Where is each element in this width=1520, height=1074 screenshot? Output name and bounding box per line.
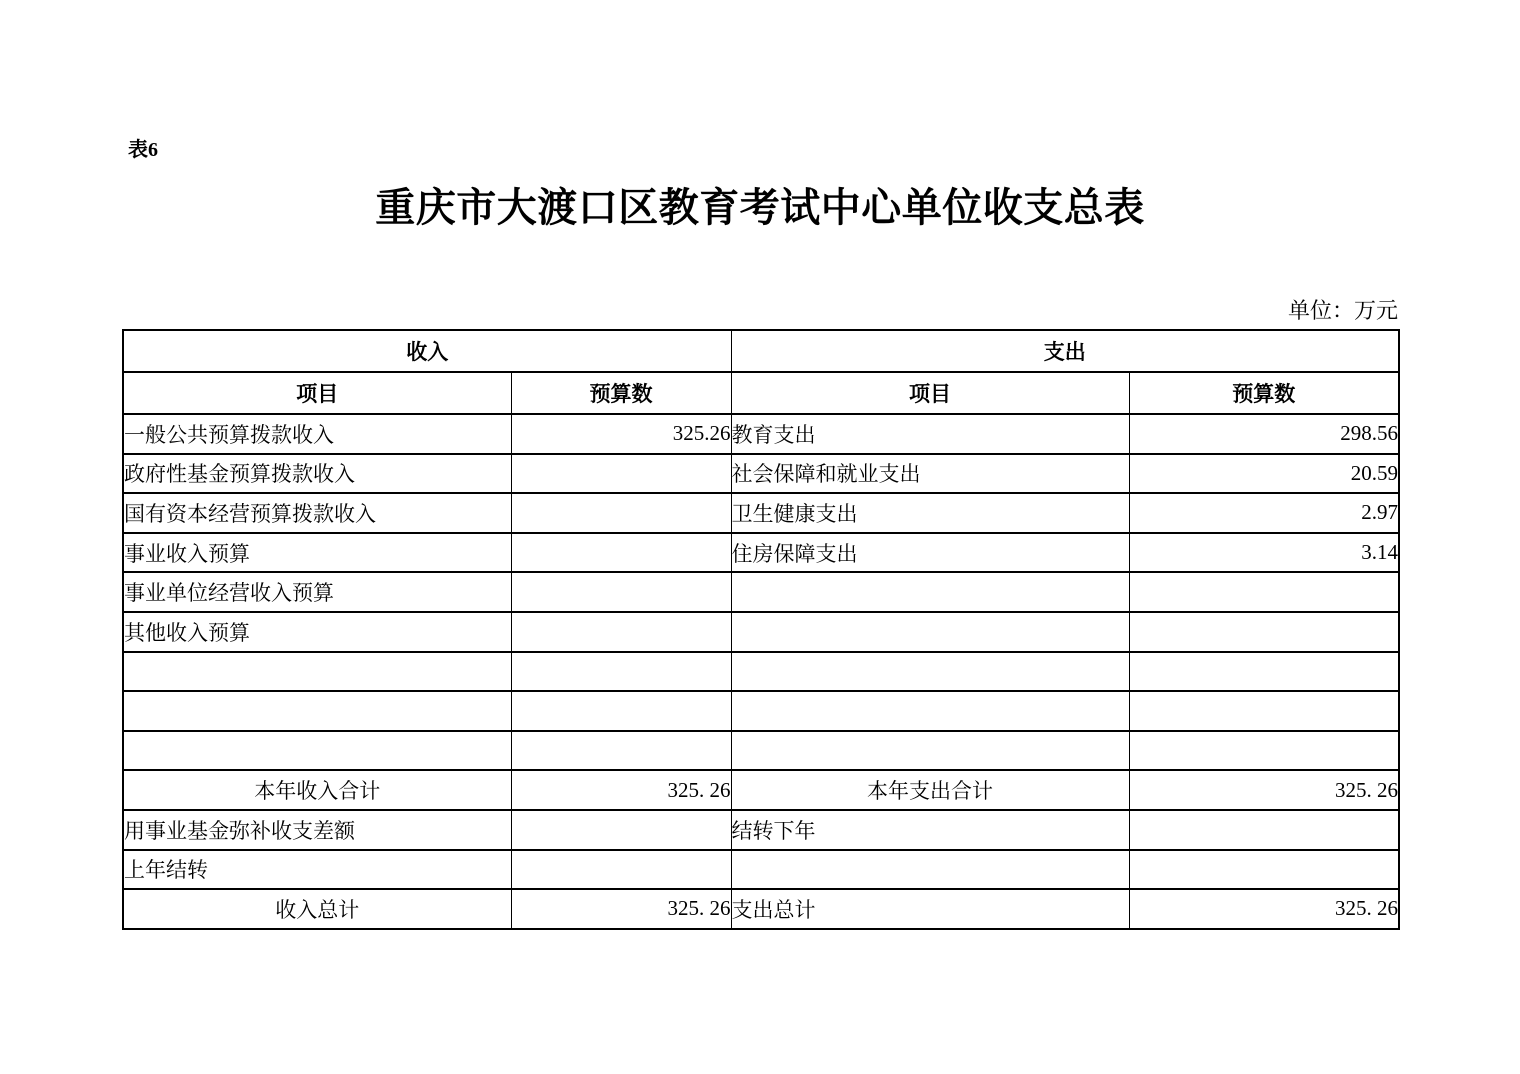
- table-row: [123, 572, 1399, 612]
- expense-budget-cell: 325. 26: [1129, 889, 1399, 929]
- table-row: [123, 850, 1399, 890]
- table-row: [123, 731, 1399, 771]
- table-row: [123, 414, 1399, 454]
- income-budget-column-header: 预算数: [511, 372, 731, 414]
- expense-budget-cell: [1129, 691, 1399, 731]
- expense-budget-cell: 298.56: [1129, 414, 1399, 454]
- income-item-cell: 事业单位经营收入预算: [123, 572, 511, 612]
- expense-item-cell: 社会保障和就业支出: [731, 454, 1129, 494]
- income-item-cell: 上年结转: [123, 850, 511, 890]
- income-item-cell: [123, 652, 511, 692]
- column-header-row: [123, 372, 1399, 414]
- income-item-cell: 收入总计: [123, 889, 511, 929]
- expense-item-cell: [731, 652, 1129, 692]
- expense-item-cell: [731, 850, 1129, 890]
- budget-table-body: [123, 414, 1399, 929]
- expense-budget-cell: [1129, 572, 1399, 612]
- expense-item-cell: [731, 731, 1129, 771]
- table-row: [123, 652, 1399, 692]
- income-item-column-header: 项目: [123, 372, 511, 414]
- income-item-cell: 用事业基金弥补收支差额: [123, 810, 511, 850]
- expense-budget-cell: 3.14: [1129, 533, 1399, 573]
- income-budget-cell: [511, 533, 731, 573]
- income-section-header: 收入: [123, 330, 731, 372]
- expense-budget-cell: [1129, 850, 1399, 890]
- income-budget-cell: [511, 731, 731, 771]
- expense-budget-cell: 325. 26: [1129, 770, 1399, 810]
- expense-item-cell: [731, 691, 1129, 731]
- expense-budget-cell: 20.59: [1129, 454, 1399, 494]
- expense-item-cell: 教育支出: [731, 414, 1129, 454]
- income-item-cell: 本年收入合计: [123, 770, 511, 810]
- income-budget-cell: 325. 26: [511, 770, 731, 810]
- expense-item-cell: 支出总计: [731, 889, 1129, 929]
- expense-item-cell: 卫生健康支出: [731, 493, 1129, 533]
- unit-note: 单位：万元: [1287, 298, 1398, 323]
- income-item-cell: 其他收入预算: [123, 612, 511, 652]
- expense-budget-column-header: 预算数: [1129, 372, 1399, 414]
- expense-item-cell: [731, 612, 1129, 652]
- income-item-cell: 一般公共预算拨款收入: [123, 414, 511, 454]
- expense-item-cell: 住房保障支出: [731, 533, 1129, 573]
- expense-section-header: 支出: [731, 330, 1399, 372]
- income-item-cell: 国有资本经营预算拨款收入: [123, 493, 511, 533]
- table-row: [123, 533, 1399, 573]
- expense-item-cell: [731, 572, 1129, 612]
- income-budget-cell: 325.26: [511, 414, 731, 454]
- income-item-cell: [123, 731, 511, 771]
- expense-budget-cell: [1129, 810, 1399, 850]
- expense-budget-cell: [1129, 731, 1399, 771]
- table-header: [123, 330, 1399, 414]
- income-budget-cell: [511, 493, 731, 533]
- income-item-cell: 政府性基金预算拨款收入: [123, 454, 511, 494]
- expense-budget-cell: [1129, 652, 1399, 692]
- section-header-row: [123, 330, 1399, 372]
- income-budget-cell: [511, 572, 731, 612]
- income-budget-cell: [511, 810, 731, 850]
- income-budget-cell: [511, 691, 731, 731]
- table-row: [123, 612, 1399, 652]
- table-row: [123, 454, 1399, 494]
- expense-item-cell: 结转下年: [731, 810, 1129, 850]
- income-budget-cell: 325. 26: [511, 889, 731, 929]
- expense-item-cell: 本年支出合计: [731, 770, 1129, 810]
- income-item-cell: 事业收入预算: [123, 533, 511, 573]
- income-budget-cell: [511, 612, 731, 652]
- table-row: [123, 493, 1399, 533]
- budget-summary-table: [122, 329, 1400, 930]
- sheet-number-label: 表6: [128, 139, 158, 161]
- income-budget-cell: [511, 652, 731, 692]
- table-row: [123, 770, 1399, 810]
- income-item-cell: [123, 691, 511, 731]
- page-title: 重庆市大渡口区教育考试中心单位收支总表: [375, 186, 1145, 230]
- table-row: [123, 691, 1399, 731]
- expense-budget-cell: [1129, 612, 1399, 652]
- table-row: [123, 810, 1399, 850]
- table-row: [123, 889, 1399, 929]
- income-budget-cell: [511, 454, 731, 494]
- expense-budget-cell: 2.97: [1129, 493, 1399, 533]
- expense-item-column-header: 项目: [731, 372, 1129, 414]
- income-budget-cell: [511, 850, 731, 890]
